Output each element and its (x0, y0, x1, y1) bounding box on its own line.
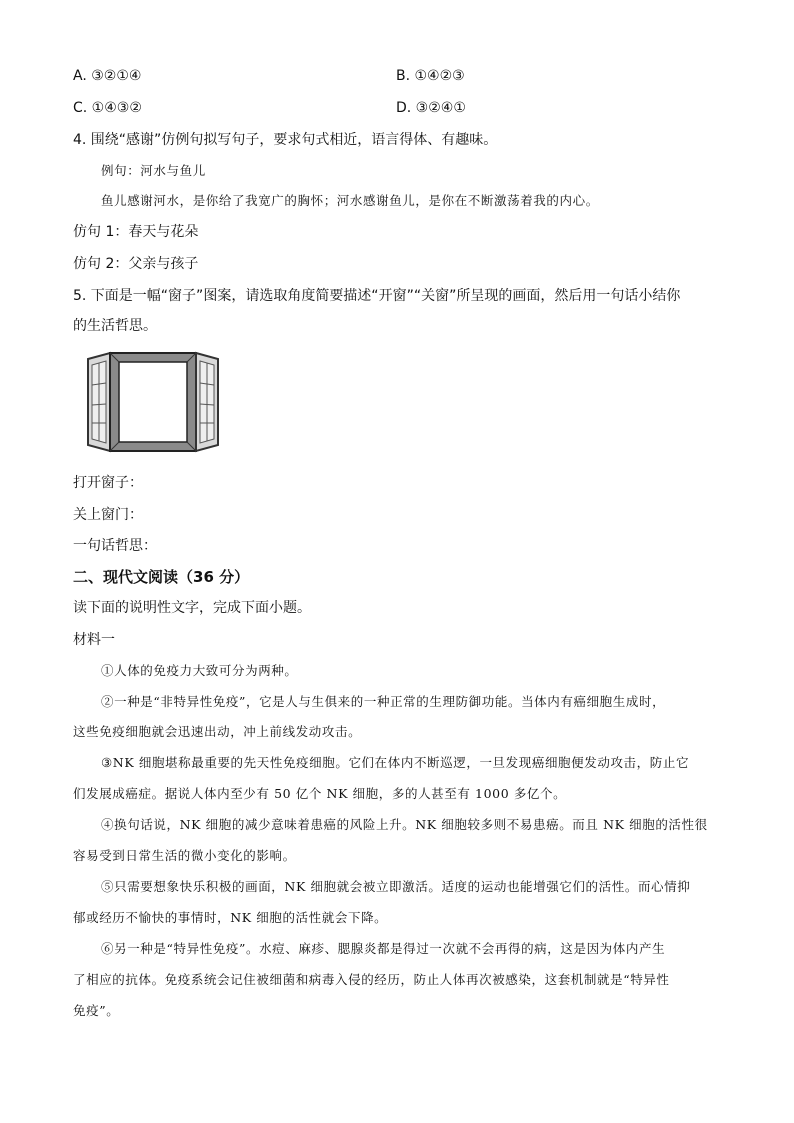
question-5-stem-line2: 的生活哲思。 (73, 318, 157, 334)
paragraph-3-line2: 们发展成癌症。据说人体内至少有 50 亿个 NK 细胞，多的人甚至有 1000 多亿个。 (73, 786, 567, 801)
reading-instruction: 读下面的说明性文字，完成下面小题。 (73, 600, 311, 616)
paragraph-4-line2: 容易受到日常生活的微小变化的影响。 (73, 848, 296, 863)
paragraph-2-line2: 这些免疫细胞就会迅速出动，冲上前线发动攻击。 (73, 724, 362, 739)
open-window-prompt: 打开窗子： (73, 475, 143, 491)
option-d: D. ③②④① (396, 100, 466, 116)
close-window-prompt: 关上窗门： (73, 507, 143, 523)
paragraph-4-line1: ④换句话说，NK 细胞的减少意味着患癌的风险上升。NK 细胞较多则不易患癌。而且 NK 细胞的活性很 (101, 817, 708, 832)
open-window-icon (86, 349, 220, 455)
option-b: B. ①④②③ (396, 68, 465, 84)
option-c: C. ①④③② (73, 100, 142, 116)
philosophy-prompt: 一句话哲思： (73, 538, 157, 554)
section-2-heading: 二、现代文阅读（36 分） (73, 568, 250, 586)
imitation-2: 仿句 2：父亲与孩子 (73, 256, 199, 272)
question-4-stem: 4. 围绕“感谢”仿例句拟写句子，要求句式相近，语言得体、有趣味。 (73, 132, 498, 148)
paragraph-6-line1: ⑥另一种是“特异性免疫”。水痘、麻疹、腮腺炎都是得过一次就不会再得的病，这是因为体内产生 (101, 941, 666, 956)
paragraph-6-line2: 了相应的抗体。免疫系统会记住被细菌和病毒入侵的经历，防止人体再次被感染，这套机制就是“特异性 (73, 972, 670, 987)
paragraph-5-line1: ⑤只需要想象快乐积极的画面，NK 细胞就会被立即激活。适度的运动也能增强它们的活性。而心情抑 (101, 879, 691, 894)
material-title: 材料一 (73, 632, 115, 648)
paragraph-2-line1: ②一种是“非特异性免疫”，它是人与生俱来的一种正常的生理防御功能。当体内有癌细胞生成时， (101, 694, 666, 709)
paragraph-3-line1: ③NK 细胞堪称最重要的先天性免疫细胞。它们在体内不断巡逻，一旦发现癌细胞便发动攻击，防止它 (101, 755, 690, 770)
paragraph-1: ①人体的免疫力大致可分为两种。 (101, 663, 298, 678)
paragraph-5-line2: 郁或经历不愉快的事情时，NK 细胞的活性就会下降。 (73, 910, 388, 925)
example-text: 鱼儿感谢河水，是你给了我宽广的胸怀；河水感谢鱼儿，是你在不断激荡着我的内心。 (101, 193, 599, 208)
option-a: A. ③②①④ (73, 68, 142, 84)
question-5-stem-line1: 5. 下面是一幅“窗子”图案，请选取角度简要描述“开窗”“关窗”所呈现的画面，然后用一句话小结你 (73, 288, 681, 304)
imitation-1: 仿句 1：春天与花朵 (73, 224, 199, 240)
paragraph-6-line3: 免疫”。 (73, 1003, 120, 1018)
example-title: 例句：河水与鱼儿 (101, 163, 206, 178)
